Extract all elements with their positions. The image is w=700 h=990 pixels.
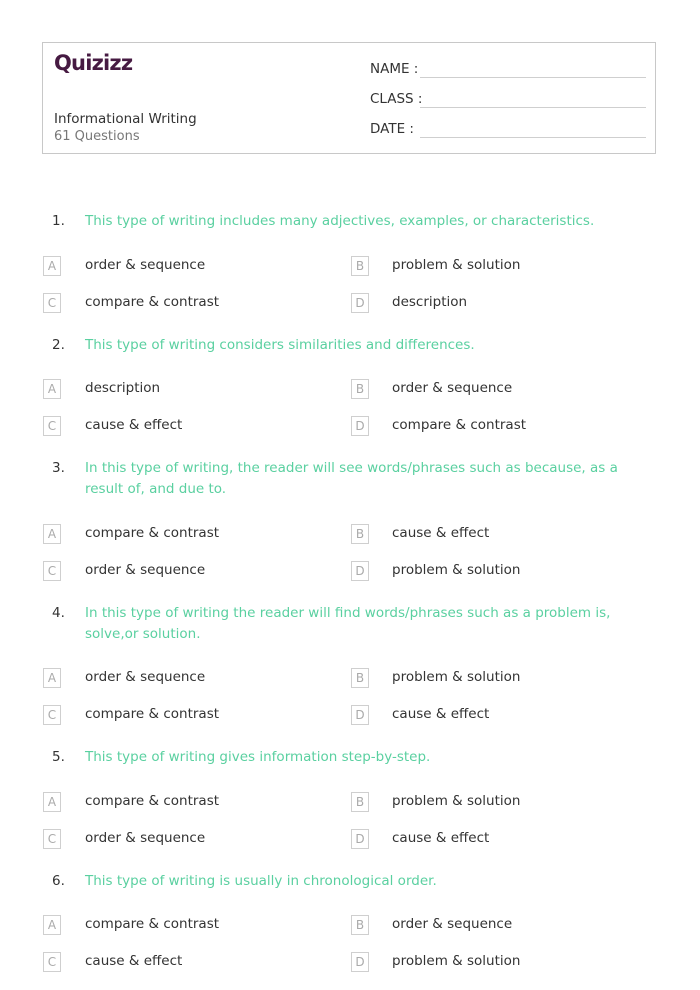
option-c-text[interactable]: cause & effect [85, 953, 183, 969]
option-c-text[interactable]: compare & contrast [85, 706, 220, 722]
option-c-letter[interactable]: C [43, 416, 61, 436]
worksheet-title: Informational Writing [54, 111, 197, 127]
date-label: DATE : [370, 121, 414, 137]
option-a-letter[interactable]: A [43, 668, 61, 688]
option-a-letter[interactable]: A [43, 379, 61, 399]
question-number: 4. [52, 605, 65, 621]
option-c-text[interactable]: order & sequence [85, 562, 206, 578]
option-b-letter[interactable]: B [351, 256, 369, 276]
question-number: 5. [52, 749, 65, 765]
option-c-text[interactable]: cause & effect [85, 417, 183, 433]
option-a-text[interactable]: compare & contrast [85, 525, 220, 541]
option-d-letter[interactable]: D [351, 561, 369, 581]
question-text: In this type of writing the reader will find words/phrases such as a problem is, solve,or solution. [85, 605, 611, 642]
option-c-letter[interactable]: C [43, 829, 61, 849]
question-text: In this type of writing, the reader will see words/phrases such as because, as a result of, and due to. [85, 460, 618, 497]
option-d-letter[interactable]: D [351, 293, 369, 313]
name-label: NAME : [370, 61, 419, 77]
question-text: This type of writing is usually in chronological order. [85, 873, 437, 889]
name-field[interactable] [370, 61, 646, 85]
question-count: 61 Questions [54, 129, 140, 144]
class-field[interactable] [370, 91, 646, 115]
option-d-text[interactable]: cause & effect [392, 830, 490, 846]
option-d-letter[interactable]: D [351, 952, 369, 972]
option-c-letter[interactable]: C [43, 705, 61, 725]
option-a-letter[interactable]: A [43, 792, 61, 812]
option-d-letter[interactable]: D [351, 829, 369, 849]
question-number: 6. [52, 873, 65, 889]
option-c-letter[interactable]: C [43, 561, 61, 581]
option-b-text[interactable]: problem & solution [392, 669, 521, 685]
option-d-text[interactable]: problem & solution [392, 953, 521, 969]
question-text: This type of writing gives information step-by-step. [85, 749, 431, 765]
option-b-letter[interactable]: B [351, 524, 369, 544]
name-line [420, 77, 646, 78]
question-number: 1. [52, 213, 65, 229]
date-field[interactable] [370, 121, 646, 145]
question-number: 3. [52, 460, 65, 476]
option-b-text[interactable]: problem & solution [392, 257, 521, 273]
option-b-text[interactable]: order & sequence [392, 380, 513, 396]
option-d-letter[interactable]: D [351, 705, 369, 725]
question-text: This type of writing considers similarities and differences. [85, 337, 475, 353]
option-a-text[interactable]: description [85, 380, 161, 396]
date-line [420, 137, 646, 138]
option-a-text[interactable]: order & sequence [85, 257, 206, 273]
option-b-letter[interactable]: B [351, 792, 369, 812]
class-line [420, 107, 646, 108]
worksheet-header [42, 42, 656, 154]
quizizz-logo: Quizizz [54, 51, 133, 75]
option-b-text[interactable]: cause & effect [392, 525, 490, 541]
question-number: 2. [52, 337, 65, 353]
option-d-text[interactable]: cause & effect [392, 706, 490, 722]
class-label: CLASS : [370, 91, 423, 107]
option-a-text[interactable]: order & sequence [85, 669, 206, 685]
option-d-text[interactable]: compare & contrast [392, 417, 527, 433]
option-a-letter[interactable]: A [43, 524, 61, 544]
option-c-text[interactable]: compare & contrast [85, 294, 220, 310]
option-b-letter[interactable]: B [351, 668, 369, 688]
option-b-text[interactable]: problem & solution [392, 793, 521, 809]
option-c-letter[interactable]: C [43, 952, 61, 972]
option-c-letter[interactable]: C [43, 293, 61, 313]
option-b-letter[interactable]: B [351, 915, 369, 935]
option-b-text[interactable]: order & sequence [392, 916, 513, 932]
question-text: This type of writing includes many adjectives, examples, or characteristics. [85, 213, 595, 229]
option-b-letter[interactable]: B [351, 379, 369, 399]
option-a-text[interactable]: compare & contrast [85, 916, 220, 932]
option-d-text[interactable]: description [392, 294, 468, 310]
option-c-text[interactable]: order & sequence [85, 830, 206, 846]
option-a-letter[interactable]: A [43, 915, 61, 935]
option-d-letter[interactable]: D [351, 416, 369, 436]
option-d-text[interactable]: problem & solution [392, 562, 521, 578]
option-a-letter[interactable]: A [43, 256, 61, 276]
option-a-text[interactable]: compare & contrast [85, 793, 220, 809]
